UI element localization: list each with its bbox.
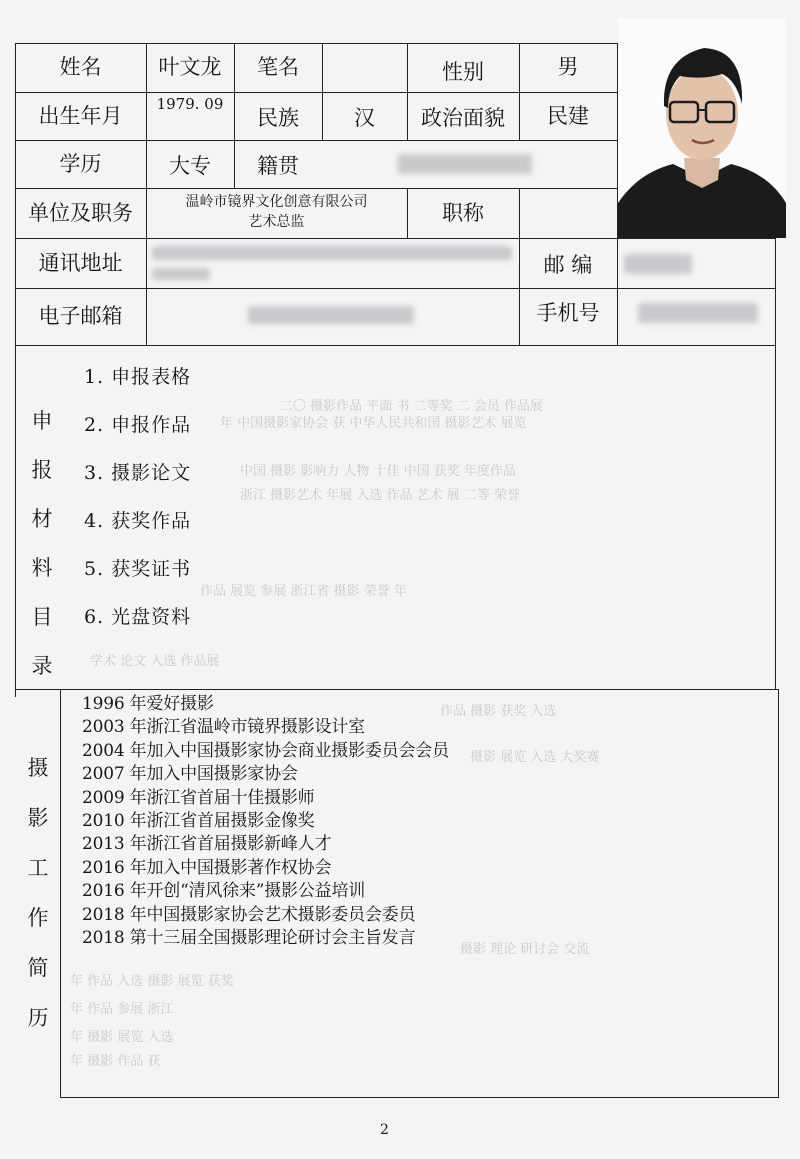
bleed-through-text: 年 摄影 展览 入选 — [70, 1030, 174, 1045]
bleed-through-text: 中国 摄影 影响力 人物 十佳 中国 获奖 年度作品 — [240, 464, 516, 479]
list-item: 5. 获奖证书 — [84, 558, 192, 580]
phone-label: 手机号 — [536, 300, 600, 325]
list-item: 4. 获奖作品 — [84, 510, 192, 532]
portrait-photo — [618, 18, 786, 238]
page-number: 2 — [380, 1122, 389, 1138]
zip-redacted — [624, 254, 692, 274]
label-char: 报 — [31, 458, 53, 482]
materials-section-label — [22, 405, 62, 699]
rule — [617, 238, 618, 345]
unit-name: 温岭市镜界文化创意有限公司 — [185, 194, 368, 211]
rule — [60, 1097, 779, 1098]
list-item: 2007 年加入中国摄影家协会 — [82, 764, 298, 785]
list-item: 2018 年中国摄影家协会艺术摄影委员会委员 — [82, 904, 416, 925]
name-value: 叶文龙 — [158, 55, 222, 80]
bleed-through-text: 摄影 展览 入选 大奖赛 — [470, 750, 600, 765]
label-char: 影 — [27, 806, 49, 830]
birth-label: 出生年月 — [38, 103, 123, 128]
birth-value: 1979. 09 — [156, 95, 224, 114]
career-section-label — [18, 752, 58, 1052]
rule — [775, 345, 776, 689]
label-char: 录 — [31, 654, 53, 678]
list-item: 2013 年浙江省首届摄影新峰人才 — [82, 834, 332, 855]
list-item: 2018 第十三届全国摄影理论研讨会主旨发言 — [82, 927, 416, 948]
address-label: 通讯地址 — [38, 250, 123, 275]
gender-label: 性别 — [442, 60, 484, 85]
rule — [60, 689, 61, 1097]
list-item: 3. 摄影论文 — [84, 462, 192, 484]
bleed-through-text: 作品 展览 参展 浙江省 摄影 荣誉 年 — [200, 584, 407, 599]
bleed-through-text: 摄影 理论 研讨会 交流 — [460, 942, 590, 957]
unit-label: 单位及职务 — [28, 200, 133, 225]
ethnic-value: 汉 — [354, 105, 375, 130]
career-list — [82, 689, 449, 946]
bleed-through-text: 年 作品 入选 摄影 展览 获奖 — [70, 974, 234, 989]
address-redacted-line1 — [152, 246, 512, 260]
label-char: 作 — [27, 906, 49, 930]
materials-list — [84, 362, 191, 650]
list-item: 2009 年浙江省首届十佳摄影师 — [82, 787, 315, 808]
rule — [15, 345, 16, 697]
label-char: 料 — [31, 556, 53, 580]
label-char: 摄 — [27, 756, 49, 780]
political-value: 民建 — [547, 103, 589, 128]
list-item: 2003 年浙江省温岭市镜界摄影设计室 — [82, 717, 365, 738]
bleed-through-text: 浙江 摄影艺术 年展 入选 作品 艺术 展 二等 荣誉 — [240, 488, 521, 503]
unit-position: 艺术总监 — [248, 214, 305, 230]
ethnic-label: 民族 — [257, 105, 299, 130]
native-place-label: 籍贯 — [257, 153, 299, 178]
bleed-through-text: 年 作品 参展 浙江 — [70, 1002, 174, 1017]
name-label: 姓名 — [59, 55, 102, 80]
address-redacted-line2 — [152, 268, 210, 280]
bleed-through-text: 学术 论文 入选 作品展 — [90, 654, 220, 669]
label-char: 历 — [27, 1006, 49, 1030]
person-portrait-icon — [618, 18, 786, 238]
bleed-through-text: 作品 摄影 获奖 入选 — [440, 704, 557, 719]
bleed-through-text: 年 中国摄影家协会 获 中华人民共和国 摄影艺术 展览 — [220, 416, 527, 431]
education-value: 大专 — [169, 153, 211, 178]
list-item: 2. 申报作品 — [84, 414, 192, 436]
political-label: 政治面貌 — [421, 105, 505, 130]
email-label: 电子邮箱 — [38, 304, 123, 329]
list-item: 2016 年加入中国摄影著作权协会 — [82, 857, 332, 878]
list-item: 2016 年开创“清风徐来”摄影公益培训 — [82, 881, 366, 902]
rule — [15, 345, 775, 346]
unit-value — [146, 188, 407, 238]
label-char: 材 — [31, 507, 53, 531]
label-char: 目 — [31, 605, 53, 629]
phone-redacted — [638, 303, 758, 323]
rule — [775, 238, 776, 345]
label-char: 简 — [27, 956, 49, 980]
email-redacted — [248, 306, 414, 324]
gender-value: 男 — [557, 55, 579, 80]
list-item: 6. 光盘资料 — [84, 606, 192, 628]
list-item: 2004 年加入中国摄影家协会商业摄影委员会会员 — [82, 740, 449, 761]
list-item: 1996 年爱好摄影 — [82, 694, 214, 714]
list-item: 1. 申报表格 — [84, 366, 192, 388]
pen-name-value — [322, 43, 407, 92]
label-char: 申 — [31, 409, 53, 433]
bleed-through-text: 年 摄影 作品 获 — [70, 1054, 161, 1069]
list-item: 2010 年浙江省首届摄影金像奖 — [82, 810, 315, 831]
zip-label: 邮 编 — [543, 252, 593, 277]
rule — [778, 689, 779, 1097]
education-label: 学历 — [59, 151, 102, 176]
pen-name-label: 笔名 — [257, 55, 299, 80]
native-place-redacted — [398, 154, 532, 174]
label-char: 工 — [27, 856, 49, 880]
bleed-through-text: 二〇 摄影作品 平面 书 二等奖 二 会员 作品展 — [280, 399, 543, 414]
professional-title-label: 职称 — [442, 200, 484, 225]
